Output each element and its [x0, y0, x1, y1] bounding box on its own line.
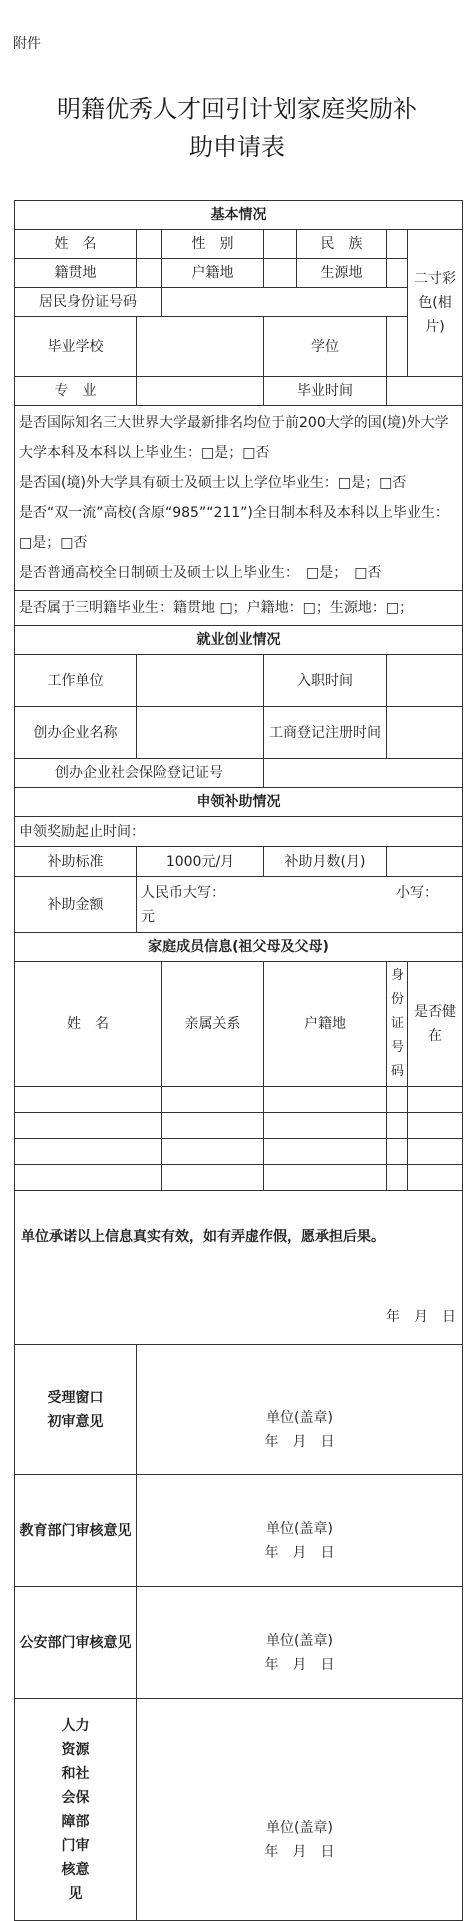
attachment-label: 附件: [13, 36, 41, 52]
origin-label: 籍贯地: [15, 259, 137, 288]
rmb-lower-label: 小写：: [396, 884, 439, 901]
family-row: [15, 1165, 463, 1191]
major-field[interactable]: [137, 377, 264, 406]
review-hr-cell[interactable]: [137, 1699, 463, 1921]
degree-label: 学位: [264, 317, 387, 377]
source-field[interactable]: [387, 259, 408, 288]
section-employment-header: 就业创业情况: [15, 626, 463, 655]
rmb-upper-label: 人民币大写：: [141, 884, 225, 901]
idcard-field[interactable]: [162, 288, 408, 317]
family-col-name: 姓 名: [15, 962, 162, 1087]
question-top200: 是否国际知名三大世界大学最新排名均位于前200大学的国(境)外大学大学本科及本科以上毕业生：□是；□否: [19, 415, 449, 461]
amount-label: 补助金额: [15, 877, 137, 933]
entry-time-label: 入职时间: [264, 655, 387, 707]
major-label: 专 业: [15, 377, 137, 406]
review-education-stamp: 单位(盖章): [266, 1520, 333, 1537]
review-police-title: 公安部门审核意见: [15, 1587, 137, 1699]
grad-time-field[interactable]: [387, 377, 463, 406]
section-basic-header: 基本情况: [15, 201, 463, 230]
review-window-title: 受理窗口初审意见: [15, 1345, 137, 1475]
family-row: [15, 1139, 463, 1165]
review-window-date: 年 月 日: [264, 1433, 335, 1450]
name-field[interactable]: [137, 230, 162, 259]
family-col-relation: 亲属关系: [162, 962, 264, 1087]
subsidy-period[interactable]: 申领奖励起止时间：: [15, 817, 463, 847]
section-family-header: 家庭成员信息(祖父母及父母): [15, 933, 463, 962]
social-insurance-field[interactable]: [264, 759, 463, 788]
social-insurance-label: 创办企业社会保险登记证号: [15, 759, 264, 788]
work-unit-field[interactable]: [137, 655, 264, 707]
question-double-first-class: 是否“双一流”高校(含原“985”“211”)全日制本科及本科以上毕业生：□是；□否: [19, 505, 449, 551]
question-domestic-master: 是否普通高校全日制硕士及硕士以上毕业生： □是； □否: [19, 565, 382, 581]
review-police-stamp: 单位(盖章): [266, 1632, 333, 1649]
review-education-title: 教育部门审核意见: [15, 1475, 137, 1587]
review-hr-title: 人力资源和社会保障部门审核意见: [15, 1699, 137, 1921]
title-line-2: 助申请表: [189, 133, 285, 161]
idcard-label: 居民身份证号码: [15, 288, 162, 317]
eligibility-questions: [15, 406, 463, 591]
ethnicity-field[interactable]: [387, 230, 408, 259]
reg-time-field[interactable]: [387, 707, 463, 759]
school-field[interactable]: [137, 317, 264, 377]
family-col-hukou: 户籍地: [264, 962, 387, 1087]
promise-text: 单位承诺以上信息真实有效，如有弄虚作假，愿承担后果。: [21, 1229, 385, 1245]
standard-value: 1000元/月: [137, 847, 264, 877]
promise-cell: [15, 1191, 463, 1345]
review-window-cell[interactable]: [137, 1345, 463, 1475]
reg-time-label: 工商登记注册时间: [264, 707, 387, 759]
review-police-cell[interactable]: [137, 1587, 463, 1699]
review-education-cell[interactable]: [137, 1475, 463, 1587]
family-col-idcard: 身份证号码: [387, 962, 408, 1087]
gender-field[interactable]: [264, 230, 297, 259]
review-hr-stamp: 单位(盖章): [266, 1819, 333, 1836]
yuan-label: 元: [141, 908, 155, 925]
question-overseas-master: 是否国(境)外大学具有硕士及硕士以上学位毕业生：□是；□否: [19, 475, 407, 491]
family-col-alive: 是否健在: [408, 962, 463, 1087]
photo-cell: 二寸彩色(相片): [408, 230, 463, 377]
hukou-label: 户籍地: [162, 259, 264, 288]
school-label: 毕业学校: [15, 317, 137, 377]
review-window-stamp: 单位(盖章): [266, 1409, 333, 1426]
family-row: [15, 1087, 463, 1113]
name-label: 姓 名: [15, 230, 137, 259]
review-police-date: 年 月 日: [264, 1656, 335, 1673]
gender-label: 性 别: [162, 230, 264, 259]
company-name-field[interactable]: [137, 707, 264, 759]
company-name-label: 创办企业名称: [15, 707, 137, 759]
amount-field[interactable]: [137, 877, 463, 933]
work-unit-label: 工作单位: [15, 655, 137, 707]
application-form-table: [14, 200, 463, 1921]
standard-label: 补助标准: [15, 847, 137, 877]
months-label: 补助月数(月): [264, 847, 387, 877]
form-title: [0, 90, 474, 166]
section-subsidy-header: 申领补助情况: [15, 788, 463, 817]
origin-field[interactable]: [137, 259, 162, 288]
hukou-field[interactable]: [264, 259, 297, 288]
months-field[interactable]: [387, 847, 463, 877]
family-row: [15, 1113, 463, 1139]
ethnicity-label: 民 族: [297, 230, 387, 259]
degree-field[interactable]: [387, 317, 408, 377]
title-line-1: 明籍优秀人才回引计划家庭奖励补: [57, 95, 417, 123]
review-hr-date: 年 月 日: [264, 1843, 335, 1860]
promise-date: 年 月 日: [386, 1309, 457, 1325]
review-education-date: 年 月 日: [264, 1544, 335, 1561]
question-sanming: 是否属于三明籍毕业生：籍贯地 □；户籍地：□；生源地：□；: [15, 591, 463, 626]
entry-time-field[interactable]: [387, 655, 463, 707]
grad-time-label: 毕业时间: [264, 377, 387, 406]
source-label: 生源地: [297, 259, 387, 288]
